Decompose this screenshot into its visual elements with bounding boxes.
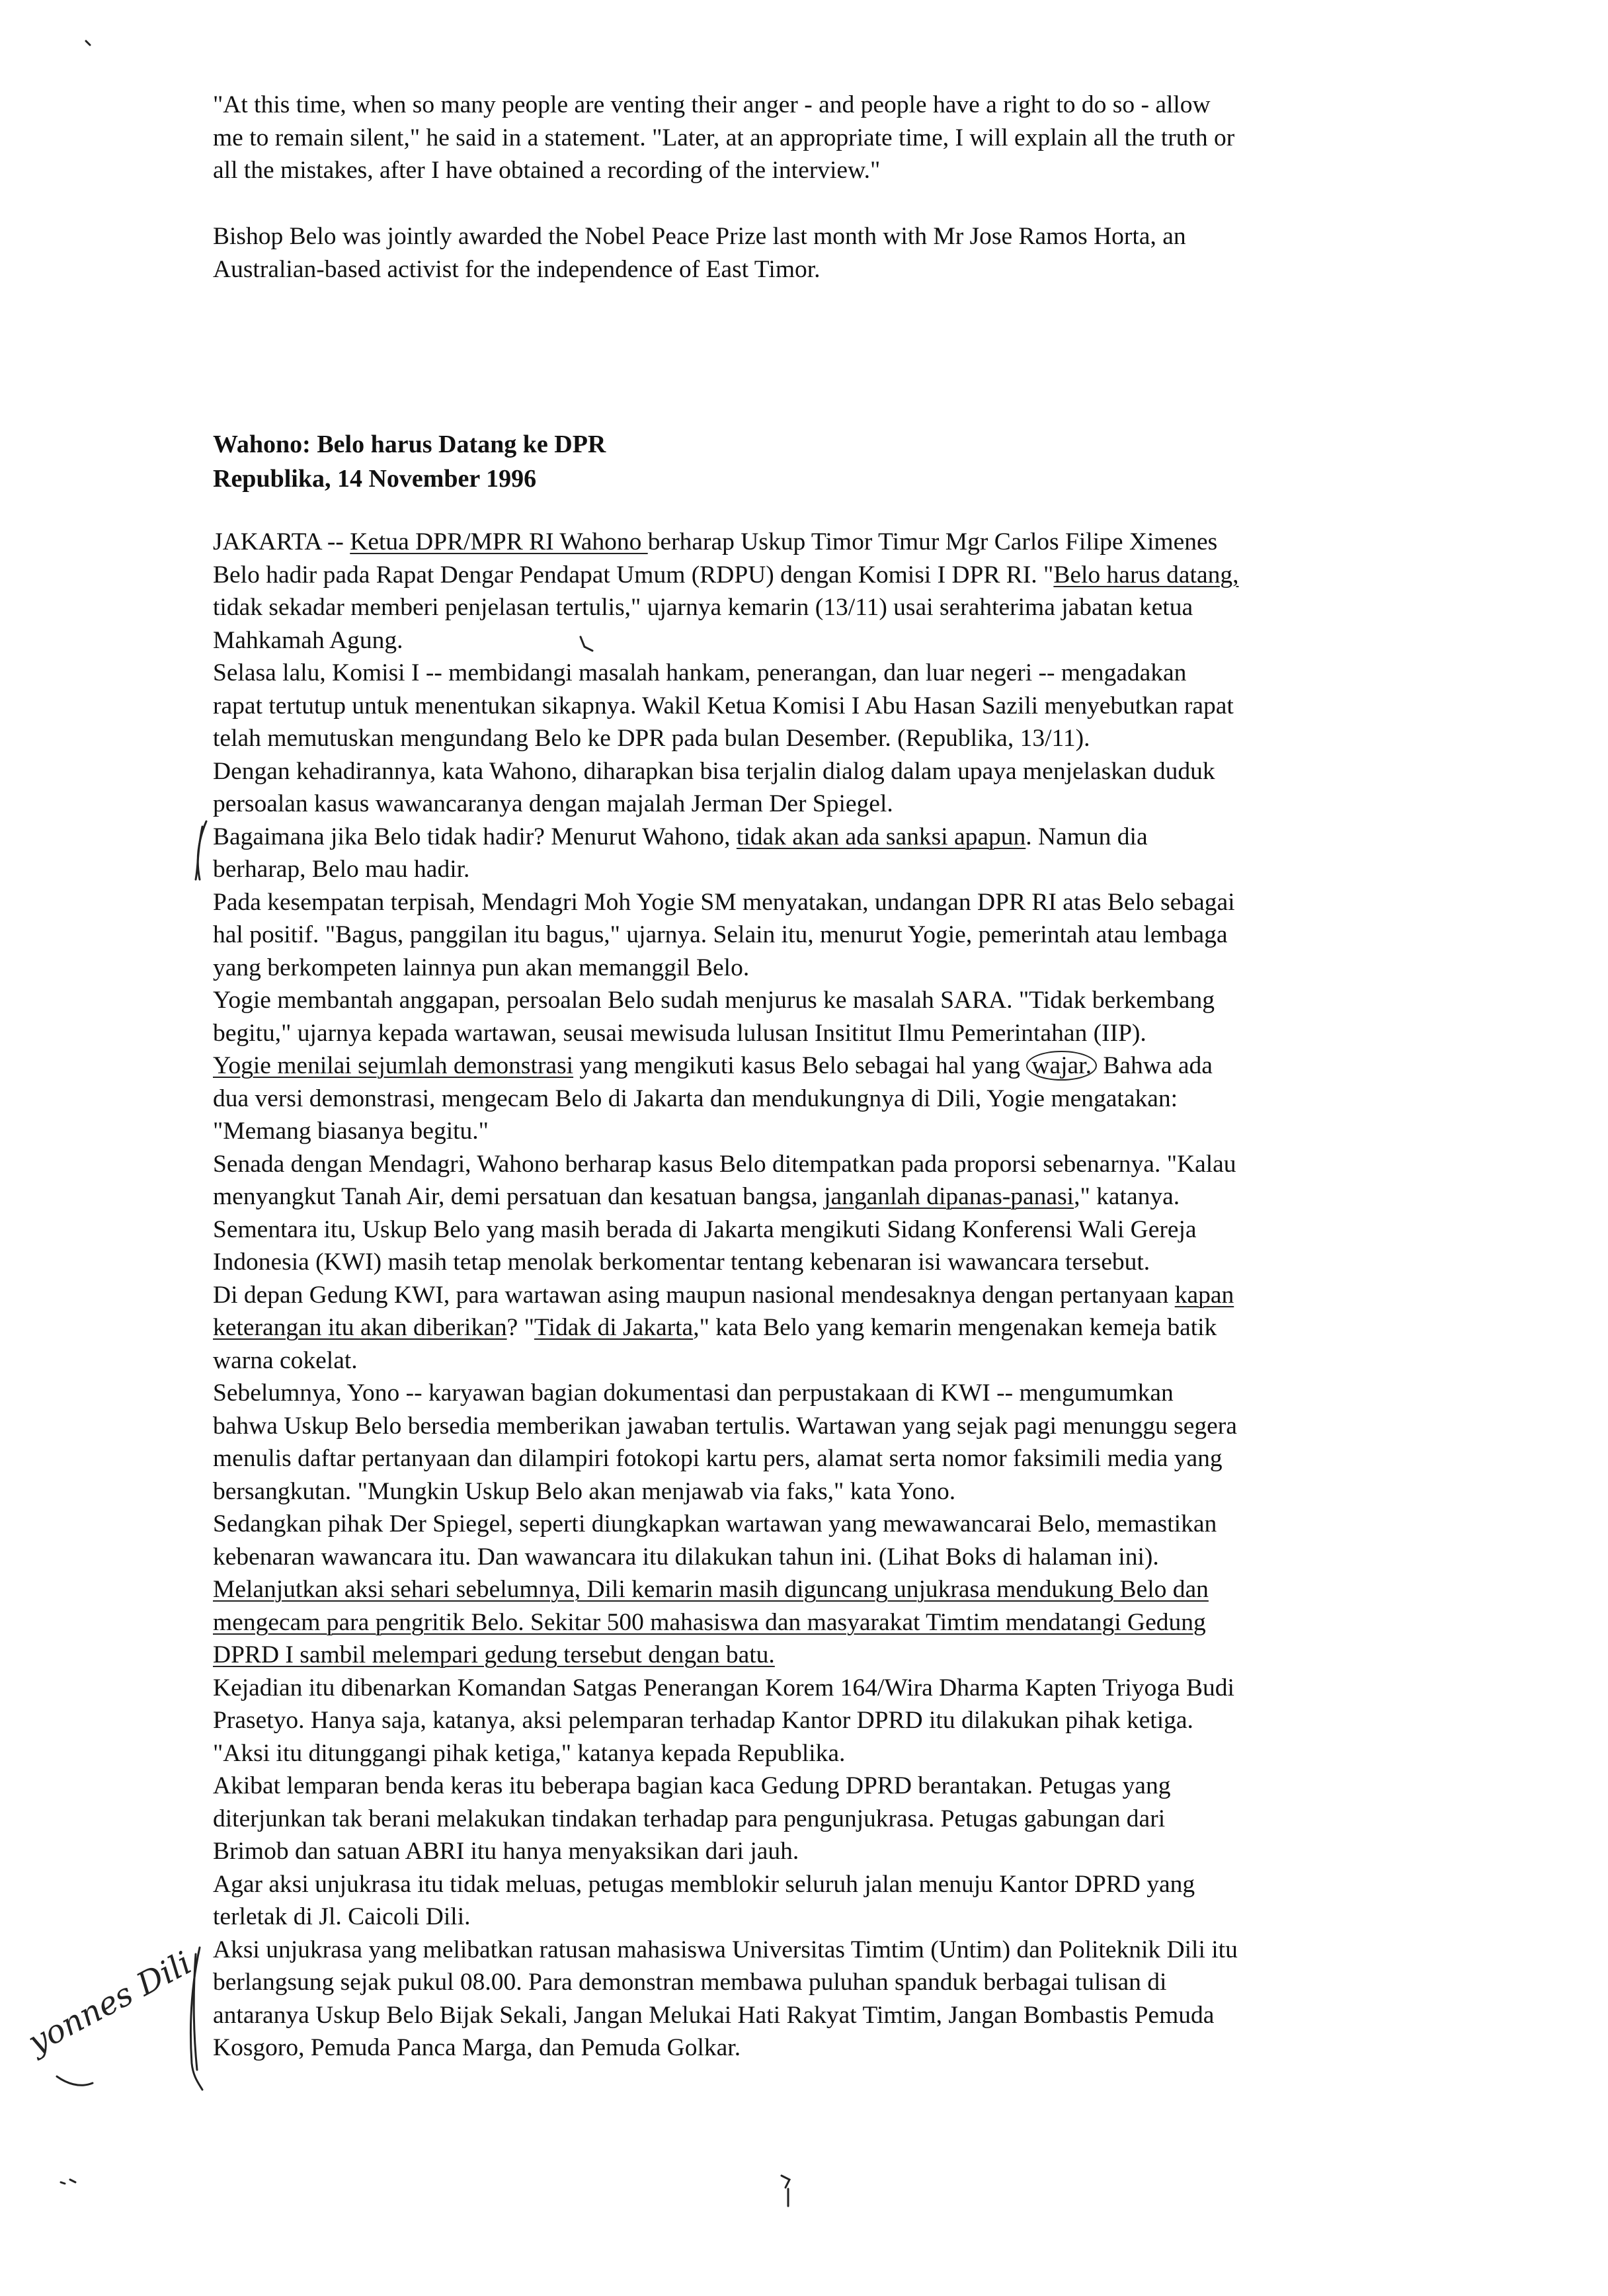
text-line: Belo hadir pada Rapat Dengar Pendapat Umum (RDPU) dengan Komisi I DPR RI. "Belo harus datang, (213, 561, 1239, 589)
text-line: Agar aksi unjukrasa itu tidak meluas, petugas memblokir seluruh jalan menuju Kantor DPRD yang (213, 1870, 1195, 1898)
margin-scribble (57, 2076, 93, 2085)
text-line: rapat tertutup untuk menentukan sikapnya. Wakil Ketua Komisi I Abu Hasan Sazili menyebutkan rapat (213, 692, 1234, 719)
text-line: JAKARTA -- Ketua DPR/MPR RI Wahono berharap Uskup Timor Timur Mgr Carlos Filipe Ximenes (213, 528, 1218, 555)
text-line: berlangsung sejak pukul 08.00. Para demonstran membawa puluhan spanduk berbagai tulisan di (213, 1969, 1167, 1996)
text-line: Dengan kehadirannya, kata Wahono, diharapkan bisa terjalin dialog dalam upaya menjelaskan duduk (213, 757, 1215, 785)
text-line: Senada dengan Mendagri, Wahono berharap kasus Belo ditempatkan pada proporsi sebenarnya. "Kalau (213, 1150, 1236, 1178)
text-line: me to remain silent," he said in a statement. "Later, at an appropriate time, I will explain all the truth or (213, 124, 1235, 151)
article-body (213, 526, 1377, 2065)
text-line: Indonesia (KWI) masih tetap menolak berkomentar tentang kebenaran isi wawancara tersebut. (213, 1249, 1150, 1276)
text-line: Sebelumnya, Yono -- karyawan bagian dokumentasi dan perpustakaan di KWI -- mengumumkan (213, 1379, 1174, 1407)
text-line: "Aksi itu ditunggangi pihak ketiga," katanya kepada Republika. (213, 1739, 846, 1767)
text-line: persoalan kasus wawancaranya dengan majalah Jerman Der Spiegel. (213, 790, 893, 817)
text-line: "Memang biasanya begitu." (213, 1118, 489, 1145)
text-line: DPRD I sambil melempari gedung tersebut dengan batu. (213, 1641, 775, 1668)
text-line: bersangkutan. "Mungkin Uskup Belo akan menjawab via faks," kata Yono. (213, 1477, 956, 1505)
text-line: telah memutuskan mengundang Belo ke DPR pada bulan Desember. (Republika, 13/11). (213, 725, 1090, 752)
text-line: Mahkamah Agung. (213, 626, 403, 654)
text-line: menulis daftar pertanyaan dan dilampiri fotokopi kartu pers, alamat serta nomor faksimili media yang (213, 1445, 1223, 1472)
text-line: Melanjutkan aksi sehari sebelumnya, Dili kemarin masih diguncang unjukrasa mendukung Belo dan (213, 1576, 1209, 1603)
text-line: Aksi unjukrasa yang melibatkan ratusan mahasiswa Universitas Timtim (Untim) dan Politeknik Dili itu (213, 1936, 1238, 1963)
corner-top-mark (86, 41, 90, 45)
text-line: "At this time, when so many people are venting their anger - and people have a right to do so - allow (213, 91, 1211, 118)
corner-dot-mark (61, 2180, 75, 2184)
text-line: keterangan itu akan diberikan? "Tidak di Jakarta," kata Belo yang kemarin mengenakan kemeja batik (213, 1314, 1217, 1341)
text-line: Pada kesempatan terpisah, Mendagri Moh Yogie SM menyatakan, undangan DPR RI atas Belo sebagai (213, 888, 1235, 916)
text-line: Prasetyo. Hanya saja, katanya, aksi pelemparan terhadap Kantor DPRD itu dilakukan pihak ketiga. (213, 1707, 1193, 1734)
margin-bracket-mark-3 (191, 1948, 203, 2090)
page-number-mark (782, 2176, 789, 2206)
text-line: terletak di Jl. Caicoli Dili. (213, 1903, 471, 1930)
text-line: Sementara itu, Uskup Belo yang masih berada di Jakarta mengikuti Sidang Konferensi Wali Gereja (213, 1215, 1197, 1243)
intro-paragraph (213, 89, 1377, 187)
headline: Wahono: Belo harus Datang ke DPR (213, 430, 606, 458)
text-line: Di depan Gedung KWI, para wartawan asing maupun nasional mendesaknya dengan pertanyaan kapan (213, 1281, 1234, 1309)
margin-bracket-mark (198, 821, 206, 880)
text-line: all the mistakes, after I have obtained a recording of the interview." (213, 157, 881, 184)
text-line: hal positif. "Bagus, panggilan itu bagus," ujarnya. Selain itu, menurut Yogie, pemerintah atau lembaga (213, 921, 1228, 948)
margin-bracket-mark-4 (194, 1954, 197, 2070)
margin-bracket-mark-2 (196, 827, 202, 880)
text-line: Kejadian itu dibenarkan Komandan Satgas Penerangan Korem 164/Wira Dharma Kapten Triyoga Budi (213, 1674, 1234, 1702)
source-line: Republika, 14 November 1996 (213, 465, 537, 493)
article-header (213, 427, 1377, 496)
text-line: Bagaimana jika Belo tidak hadir? Menurut Wahono, tidak akan ada sanksi apapun. Namun dia (213, 823, 1148, 850)
text-line: kebenaran wawancara itu. Dan wawancara itu dilakukan tahun ini. (Lihat Boks di halaman ini). (213, 1543, 1159, 1571)
text-line: bahwa Uskup Belo bersedia memberikan jawaban tertulis. Wartawan yang sejak pagi menunggu segera (213, 1412, 1237, 1440)
text-line: berharap, Belo mau hadir. (213, 856, 470, 883)
text-line: diterjunkan tak berani melakukan tindakan terhadap para pengunjukrasa. Petugas gabungan dari (213, 1805, 1166, 1832)
text-line: Selasa lalu, Komisi I -- membidangi masalah hankam, penerangan, dan luar negeri -- mengadakan (213, 659, 1187, 686)
text-line: warna cokelat. (213, 1346, 358, 1374)
text-line: Kosgoro, Pemuda Panca Marga, dan Pemuda Golkar. (213, 2034, 741, 2061)
text-line: Yogie menilai sejumlah demonstrasi yang mengikuti kasus Belo sebagai hal yang wajar. Bahwa ada (213, 1052, 1213, 1079)
text-line: dua versi demonstrasi, mengecam Belo di Jakarta dan mendukungnya di Dili, Yogie mengatakan: (213, 1085, 1178, 1112)
text-line: yang berkompeten lainnya pun akan memanggil Belo. (213, 954, 750, 981)
text-line: Sedangkan pihak Der Spiegel, seperti diungkapkan wartawan yang mewawancarai Belo, memastikan (213, 1510, 1217, 1538)
text-line: tidak sekadar memberi penjelasan tertulis," ujarnya kemarin (13/11) usai serahterima jabatan ketua (213, 594, 1193, 621)
text-line: Brimob dan satuan ABRI itu hanya menyaksikan dari jauh. (213, 1838, 799, 1865)
text-line: Akibat lemparan benda keras itu beberapa bagian kaca Gedung DPRD berantakan. Petugas yang (213, 1772, 1171, 1799)
text-line: begitu," ujarnya kepada wartawan, seusai mewisuda lulusan Insititut Ilmu Pemerintahan (IIP). (213, 1019, 1146, 1047)
intro-paragraph-2 (213, 220, 1377, 286)
text-line: Australian-based activist for the independence of East Timor. (213, 255, 821, 283)
text-line: Bishop Belo was jointly awarded the Nobel Peace Prize last month with Mr Jose Ramos Horta, an (213, 223, 1186, 250)
text-line: Yogie membantah anggapan, persoalan Belo sudah menjurus ke masalah SARA. "Tidak berkembang (213, 987, 1215, 1014)
margin-handwriting: yonnes Dili (22, 1944, 198, 2061)
text-line: mengecam para pengritik Belo. Sekitar 500 mahasiswa dan masyarakat Timtim mendatangi Gedung (213, 1608, 1206, 1636)
circled-word: wajar. (1026, 1051, 1097, 1081)
text-line: menyangkut Tanah Air, demi persatuan dan kesatuan bangsa, janganlah dipanas-panasi," katanya. (213, 1183, 1180, 1210)
text-line: antaranya Uskup Belo Bijak Sekali, Jangan Melukai Hati Rakyat Timtim, Jangan Bombastis Pemuda (213, 2001, 1215, 2029)
